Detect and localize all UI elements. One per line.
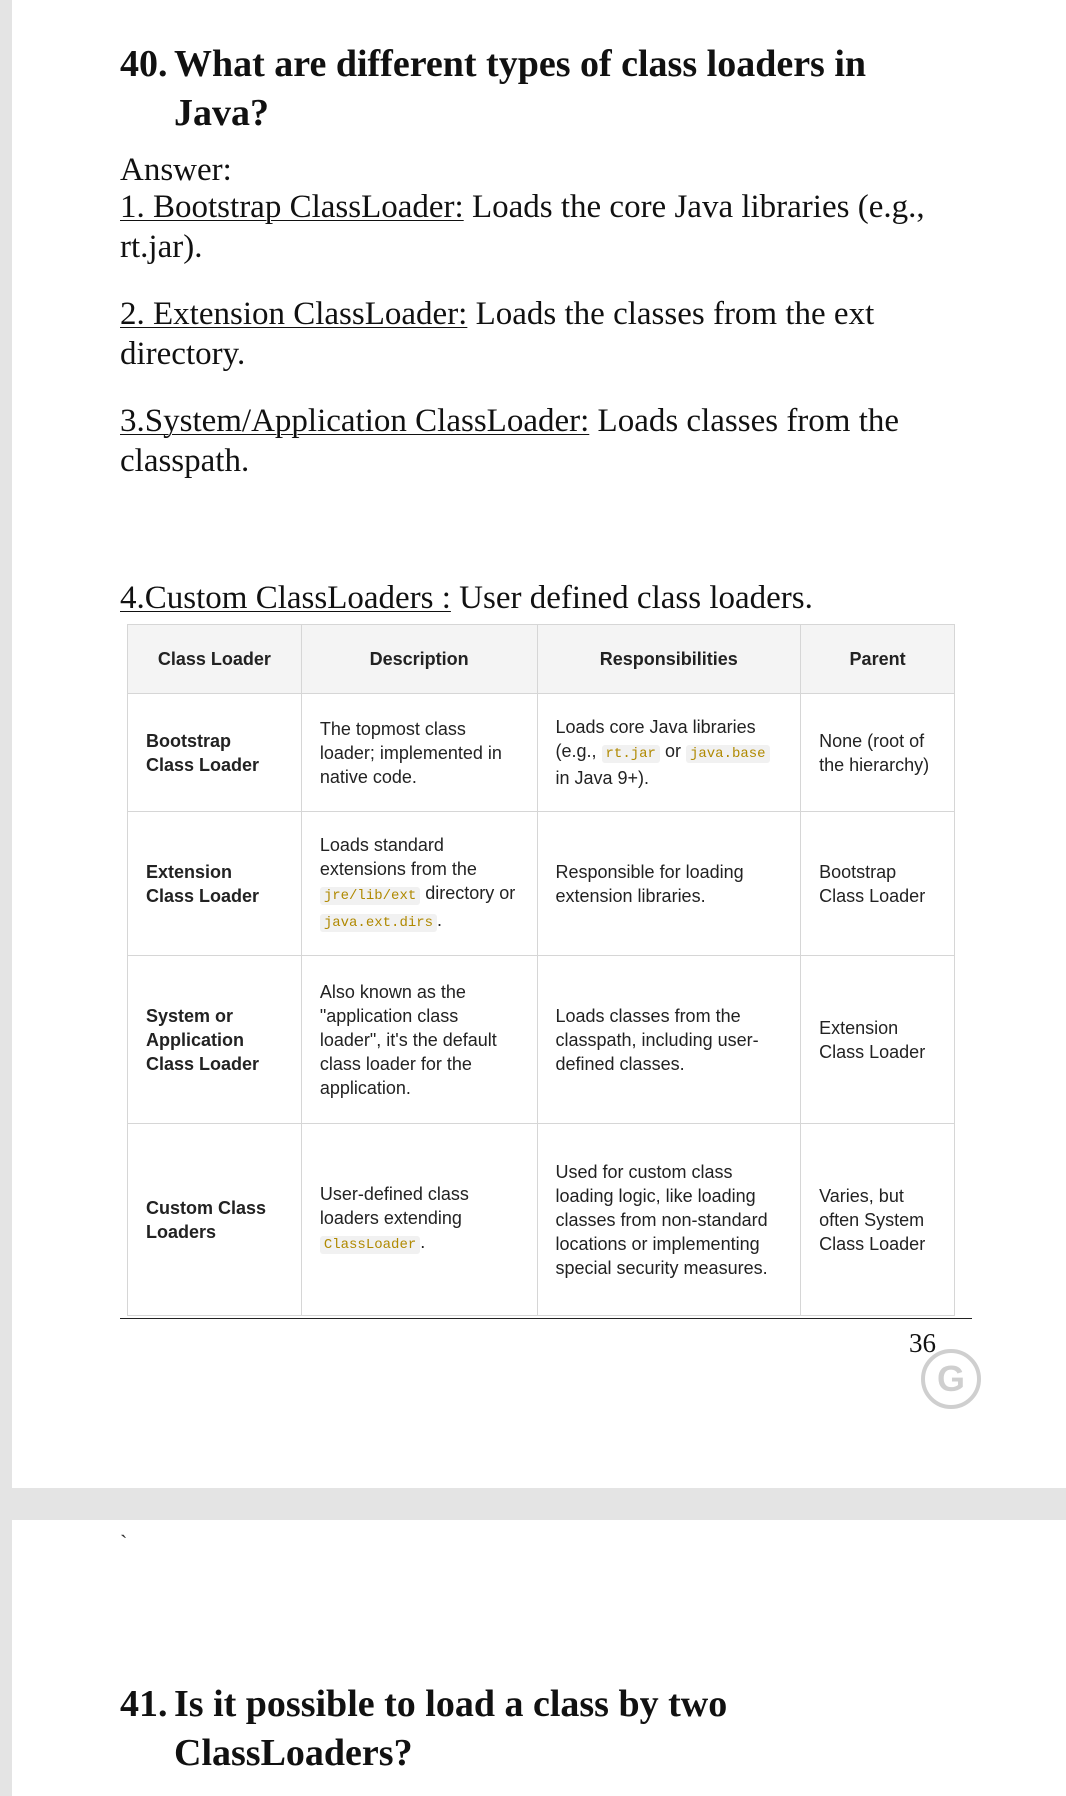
footer-rule	[120, 1318, 972, 1319]
code-snippet: java.ext.dirs	[320, 914, 437, 932]
answer-item-extension	[120, 294, 980, 374]
cell-loader: Bootstrap Class Loader	[128, 694, 302, 812]
answer-item-text: Loads classes from the classpath.	[120, 403, 900, 479]
answer-item-label: 3.System/Application ClassLoader:	[120, 403, 590, 439]
answer-item-label: 1. Bootstrap ClassLoader:	[120, 189, 464, 225]
g-logo-icon: G	[921, 1349, 981, 1409]
cell-description: User-defined class loaders extending ClassLoader .	[301, 1124, 537, 1316]
answer-label: Answer:	[120, 152, 232, 188]
page-number: 36	[909, 1328, 936, 1358]
question-title-line2: ClassLoaders?	[174, 1732, 413, 1774]
question-40-title	[120, 40, 980, 138]
table-row	[128, 694, 955, 812]
header-responsibilities: Responsibilities	[537, 625, 801, 694]
header-parent: Parent	[801, 625, 955, 694]
cell-parent: Varies, but often System Class Loader	[801, 1124, 955, 1316]
cell-description: Also known as the "application class loader", it's the default class loader for the application.	[301, 956, 537, 1124]
document-page-1	[12, 0, 1066, 1488]
code-snippet: java.base	[686, 745, 770, 763]
cell-responsibilities: Loads core Java libraries (e.g., rt.jar or java.base in Java 9+).	[537, 694, 801, 812]
answer-item-custom	[120, 578, 980, 618]
question-title-line1: Is it possible to load a class by two	[174, 1683, 728, 1725]
cell-parent: Bootstrap Class Loader	[801, 812, 955, 956]
table-row	[128, 812, 955, 956]
cell-responsibilities: Loads classes from the classpath, including user-defined classes.	[537, 956, 801, 1124]
answer-item-bootstrap	[120, 187, 980, 267]
cell-parent: Extension Class Loader	[801, 956, 955, 1124]
cell-parent: None (root of the hierarchy)	[801, 694, 955, 812]
answer-item-text: Loads the classes from the ext directory.	[120, 296, 875, 372]
answer-item-label: 4.Custom ClassLoaders :	[120, 580, 451, 616]
cell-loader: Extension Class Loader	[128, 812, 302, 956]
code-snippet: rt.jar	[602, 745, 660, 763]
cell-description: Loads standard extensions from the jre/lib/ext directory or java.ext.dirs .	[301, 812, 537, 956]
cell-loader: System or Application Class Loader	[128, 956, 302, 1124]
class-loaders-table	[127, 624, 955, 1316]
table-header-row	[128, 625, 955, 694]
code-snippet: ClassLoader	[320, 1236, 420, 1254]
cell-description: The topmost class loader; implemented in native code.	[301, 694, 537, 812]
document-page-2	[12, 1520, 1066, 1796]
question-number: 40.	[120, 43, 168, 85]
stray-mark: `	[120, 1530, 128, 1555]
cell-responsibilities: Used for custom class loading logic, like loading classes from non-standard locations or implementing special security measures.	[537, 1124, 801, 1316]
question-41-title	[120, 1680, 980, 1778]
answer-item-text: User defined class loaders.	[450, 580, 813, 616]
table-row	[128, 956, 955, 1124]
answer-item-text: Loads the core Java libraries (e.g., rt.jar).	[120, 189, 925, 265]
cell-responsibilities: Responsible for loading extension libraries.	[537, 812, 801, 956]
header-description: Description	[301, 625, 537, 694]
header-class-loader: Class Loader	[128, 625, 302, 694]
question-title-line2: Java?	[174, 92, 269, 134]
question-number: 41.	[120, 1683, 168, 1725]
answer-item-system	[120, 401, 980, 481]
question-title-line1: What are different types of class loaders in	[174, 43, 867, 85]
table-row	[128, 1124, 955, 1316]
cell-loader: Custom Class Loaders	[128, 1124, 302, 1316]
code-snippet: jre/lib/ext	[320, 887, 420, 905]
answer-item-label: 2. Extension ClassLoader:	[120, 296, 468, 332]
